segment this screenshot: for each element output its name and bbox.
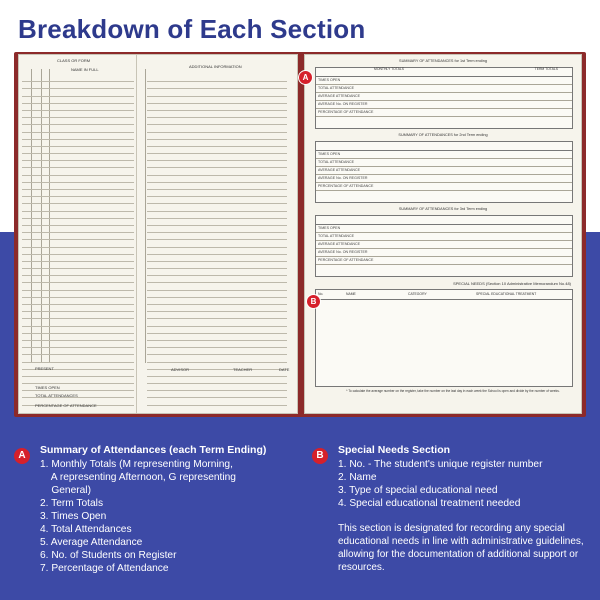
ruled-line <box>147 398 287 405</box>
summary-table-term-2 <box>315 141 573 203</box>
ruled-line <box>22 305 134 312</box>
section-a-item: 3. Times Open <box>40 511 107 522</box>
section-a-badge: A <box>14 448 30 464</box>
ruled-line <box>22 118 134 125</box>
ruled-line <box>22 190 134 197</box>
ruled-line <box>147 147 287 154</box>
ruled-line <box>22 291 134 298</box>
ruled-line <box>147 168 287 175</box>
special-needs-title: SPECIAL NEEDS (Section 10 Administrative Memorandum No.48) <box>453 281 571 286</box>
register-left-page <box>18 54 138 414</box>
percentage-row: PERCENTAGE OF ATTENDANCE <box>316 183 572 191</box>
no-header: No. <box>318 292 324 296</box>
total-attendance-row: TOTAL ATTENDANCE <box>316 233 572 241</box>
footnote: * To calculate the average number on the register, take the number on the last day in each week the School is open and divide by the number of weeks. <box>346 389 560 393</box>
ruled-line <box>147 125 287 132</box>
ruled-line <box>147 298 287 305</box>
total-attendance-row: TOTAL ATTENDANCE <box>316 159 572 167</box>
ruled-line <box>147 118 287 125</box>
register-middle-page <box>136 54 298 414</box>
name-rows <box>22 75 134 406</box>
ruled-line <box>22 319 134 326</box>
total-attendance-row: TOTAL ATTENDANCE <box>316 85 572 93</box>
average-attendance-row: AVERAGE ATTENDANCE <box>316 241 572 249</box>
ruled-line <box>147 89 287 96</box>
ruled-line <box>22 82 134 89</box>
ruled-line <box>22 341 134 348</box>
ruled-line <box>147 233 287 240</box>
ruled-line <box>147 140 287 147</box>
section-a-item: 4. Total Attendances <box>40 524 132 535</box>
ruled-line <box>147 377 287 384</box>
ruled-line <box>147 75 287 82</box>
section-a-item: 6. No. of Students on Register <box>40 550 177 561</box>
ruled-line <box>147 255 287 262</box>
additional-information-header: ADDITIONAL INFORMATION <box>189 64 242 69</box>
ruled-line <box>22 147 134 154</box>
present-label: PRESENT <box>35 366 54 371</box>
marker-a: A <box>298 70 313 85</box>
ruled-line <box>22 168 134 175</box>
ruled-line <box>22 355 134 362</box>
ruled-line <box>22 97 134 104</box>
date-label: DATE <box>279 367 290 372</box>
total-attendances-label: TOTAL ATTENDANCES <box>35 393 78 398</box>
special-needs-table <box>315 289 573 387</box>
ruled-line <box>147 161 287 168</box>
ruled-line <box>147 190 287 197</box>
ruled-line <box>147 334 287 341</box>
ruled-line <box>147 305 287 312</box>
ruled-line <box>147 348 287 355</box>
term-totals-header: TERM TOTALS <box>534 67 558 71</box>
ruled-line <box>22 104 134 111</box>
ruled-line <box>147 219 287 226</box>
section-a-description <box>40 444 300 575</box>
section-b-description <box>338 444 590 574</box>
section-a-item: 7. Percentage of Attendance <box>40 563 169 574</box>
section-b-item: 4. Special educational treatment needed <box>338 498 521 509</box>
ruled-line <box>147 248 287 255</box>
average-attendance-row: AVERAGE ATTENDANCE <box>316 93 572 101</box>
section-b-heading: Special Needs Section <box>338 444 451 456</box>
ruled-line <box>22 240 134 247</box>
ruled-line <box>147 312 287 319</box>
section-b-item: 2. Name <box>338 472 377 483</box>
times-open-label: TIMES OPEN <box>35 385 60 390</box>
section-a-item: 2. Term Totals <box>40 498 104 509</box>
ruled-line <box>147 327 287 334</box>
ruled-line <box>147 291 287 298</box>
times-open-row: TIMES OPEN <box>316 77 572 85</box>
ruled-line <box>147 283 287 290</box>
ruled-line <box>22 276 134 283</box>
section-a-item: 1. Monthly Totals (M representing Morning, <box>40 459 233 470</box>
ruled-line <box>22 255 134 262</box>
summary-table-term-1 <box>315 67 573 129</box>
ruled-line <box>22 197 134 204</box>
ruled-line <box>22 269 134 276</box>
ruled-line <box>22 204 134 211</box>
ruled-line <box>147 111 287 118</box>
ruled-line <box>147 384 287 391</box>
times-open-row: TIMES OPEN <box>316 151 572 159</box>
ruled-line <box>22 212 134 219</box>
ruled-line <box>147 97 287 104</box>
ruled-line <box>22 140 134 147</box>
information-rows <box>147 75 290 406</box>
section-b-item: 3. Type of special educational need <box>338 485 498 496</box>
summary-title-term-1: SUMMARY OF ATTENDANCES for 1st Term ending <box>399 59 487 63</box>
page-title: Breakdown of Each Section <box>18 14 366 44</box>
section-a-item: A representing Afternoon, G representing <box>40 472 236 483</box>
section-b-badge: B <box>312 448 328 464</box>
ruled-line <box>147 176 287 183</box>
average-attendance-row: AVERAGE ATTENDANCE <box>316 167 572 175</box>
ruled-line <box>147 226 287 233</box>
ruled-line <box>22 219 134 226</box>
ruled-line <box>22 133 134 140</box>
ruled-line <box>147 269 287 276</box>
summary-table-term-3 <box>315 215 573 277</box>
ruled-line <box>22 233 134 240</box>
ruled-line <box>147 183 287 190</box>
ruled-line <box>147 341 287 348</box>
advisor-label: ADVISOR <box>171 367 190 372</box>
ruled-line <box>147 104 287 111</box>
name-header: NAME <box>346 292 356 296</box>
ruled-line <box>147 82 287 89</box>
ruled-line <box>22 312 134 319</box>
ruled-line <box>22 327 134 334</box>
ruled-line <box>147 370 287 377</box>
teacher-label: TEACHER <box>233 367 253 372</box>
section-a-item: 5. Average Attendance <box>40 537 143 548</box>
summary-title-term-3: SUMMARY OF ATTENDANCES for 3rd Term ending <box>398 207 488 211</box>
ruled-line <box>147 197 287 204</box>
percentage-row: PERCENTAGE OF ATTENDANCE <box>316 257 572 265</box>
ruled-line <box>22 226 134 233</box>
summary-title-term-2: SUMMARY OF ATTENDANCES for 2nd Term ending <box>398 133 488 137</box>
ruled-line <box>22 262 134 269</box>
ruled-line <box>22 161 134 168</box>
ruled-line <box>22 154 134 161</box>
average-register-row: AVERAGE No. ON REGISTER <box>316 175 572 183</box>
ruled-line <box>22 183 134 190</box>
ruled-line <box>147 355 287 362</box>
treatment-header: SPECIAL EDUCATIONAL TREATMENT <box>476 292 537 296</box>
percentage-row: PERCENTAGE OF ATTENDANCE <box>316 109 572 117</box>
ruled-line <box>22 75 134 82</box>
average-register-row: AVERAGE No. ON REGISTER <box>316 101 572 109</box>
ruled-line <box>22 248 134 255</box>
register-right-page <box>304 54 582 414</box>
ruled-line <box>22 125 134 132</box>
ruled-line <box>22 377 134 384</box>
marker-b: B <box>306 294 321 309</box>
ruled-line <box>22 176 134 183</box>
ruled-line <box>147 133 287 140</box>
ruled-line <box>22 283 134 290</box>
ruled-line <box>147 391 287 398</box>
class-form-header: CLASS OR FORM <box>57 58 91 63</box>
section-b-item: 1. No. - The student's unique register number <box>338 459 543 470</box>
times-open-row: TIMES OPEN <box>316 225 572 233</box>
ruled-line <box>147 319 287 326</box>
ruled-line <box>22 111 134 118</box>
ruled-line <box>147 154 287 161</box>
ruled-line <box>147 212 287 219</box>
ruled-line <box>22 89 134 96</box>
ruled-line <box>22 348 134 355</box>
section-a-heading: Summary of Attendances (each Term Ending) <box>40 444 267 456</box>
ruled-line <box>147 204 287 211</box>
section-b-paragraph: This section is designated for recording any special educational needs in line with administrative guidelines, allowing for the documentation of additional support or resources. <box>338 523 584 573</box>
category-header: CATEGORY <box>408 292 427 296</box>
ruled-line <box>147 262 287 269</box>
section-a-item: General) <box>40 485 91 496</box>
average-register-row: AVERAGE No. ON REGISTER <box>316 249 572 257</box>
ruled-line <box>22 298 134 305</box>
ruled-line <box>147 240 287 247</box>
monthly-totals-header: MONTHLY TOTALS <box>374 67 405 71</box>
percentage-label: PERCENTAGE OF ATTENDANCE <box>35 403 97 408</box>
ruled-line <box>22 334 134 341</box>
ruled-line <box>147 276 287 283</box>
name-in-full-header: NAME IN FULL <box>71 67 99 72</box>
